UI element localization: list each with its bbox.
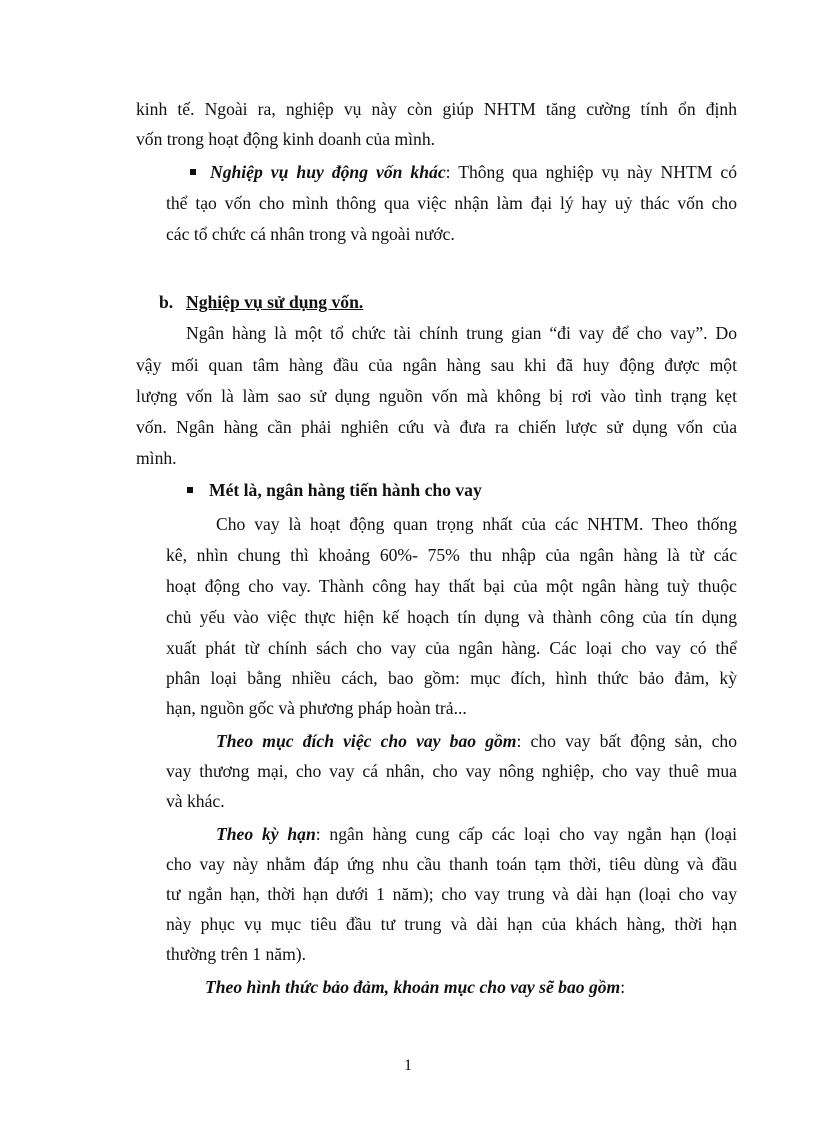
term-line-2: cho vay này nhằm đáp ứng nhu cầu thanh toán tạm thời, tiêu dùng và đầu <box>166 854 737 874</box>
bullet-icon <box>190 169 196 175</box>
bullet-icon <box>187 487 193 493</box>
term-rest: : ngân hàng cung cấp các loại cho vay ngắn hạn (loại <box>315 824 737 844</box>
section-b-title: Nghiệp vụ sử dụng vốn. <box>186 292 364 312</box>
term-line-3: tư ngắn hạn, thời hạn dưới 1 năm); cho vay trung và dài hạn (loại cho vay <box>166 884 737 904</box>
bank-line-2: vậy mối quan tâm hàng đầu của ngân hàng sau khi đã huy động được một <box>136 355 737 375</box>
term-line-1 <box>216 823 737 845</box>
bullet-other-line-2: thể tạo vốn cho mình thông qua việc nhận làm đại lý hay uỷ thác vốn cho <box>166 193 737 213</box>
loans-line-2: kê, nhìn chung thì khoảng 60%- 75% thu nhập của ngân hàng là từ các <box>166 545 737 565</box>
bank-line-1: Ngân hàng là một tổ chức tài chính trung gian “đi vay để cho vay”. Do <box>186 323 737 343</box>
purpose-line-2: vay thương mại, cho vay cá nhân, cho vay nông nghiệp, cho vay thuê mua <box>166 761 737 781</box>
bullet-first-label: Mét là, ngân hàng tiến hành cho vay <box>209 480 482 500</box>
intro-line-2: vốn trong hoạt động kinh doanh của mình. <box>136 129 436 149</box>
intro-line-1: kinh tế. Ngoài ra, nghiệp vụ này còn giúp NHTM tăng cường tính ổn định <box>136 99 737 119</box>
bullet-other-line-1 <box>210 161 737 183</box>
term-line-5: thường trên 1 năm). <box>166 944 307 964</box>
bank-line-3: lượng vốn là làm sao sử dụng nguồn vốn mà không bị rơi vào tình trạng kẹt <box>136 386 737 406</box>
loans-line-4: chủ yếu vào việc thực hiện kế hoạch tín dụng và thành công của tín dụng <box>166 607 737 627</box>
purpose-rest: : cho vay bất động sản, cho <box>516 731 737 751</box>
term-line-4: này phục vụ mục tiêu đầu tư trung và dài hạn của khách hàng, thời hạn <box>166 914 737 934</box>
term-term: Theo kỳ hạn <box>216 824 316 844</box>
bank-line-4: vốn. Ngân hàng cần phải nghiên cứu và đưa ra chiến lược sử dụng vốn của <box>136 417 737 437</box>
loans-line-3: hoạt động cho vay. Thành công hay thất bại của một ngân hàng tuỳ thuộc <box>166 576 737 596</box>
loans-line-1: Cho vay là hoạt động quan trọng nhất của các NHTM. Theo thống <box>216 514 737 534</box>
purpose-line-3: và khác. <box>166 791 225 811</box>
collateral-rest: : <box>620 977 626 997</box>
loans-line-6: phân loại bằng nhiều cách, bao gồm: mục đích, hình thức bảo đảm, kỳ <box>166 668 737 688</box>
bullet-other-line-3: các tổ chức cá nhân trong và ngoài nước. <box>166 224 455 244</box>
purpose-line-1 <box>216 730 737 752</box>
collateral-term: Theo hình thức bảo đảm, khoản mục cho vay sẽ bao gồm <box>205 977 621 997</box>
loans-line-5: xuất phát từ chính sách cho vay của ngân hàng. Các loại cho vay có thể <box>166 638 737 658</box>
loans-line-7: hạn, nguồn gốc và phương pháp hoàn trả... <box>166 698 467 718</box>
page-number: 1 <box>404 1057 412 1074</box>
bullet-other-rest: : Thông qua nghiệp vụ này NHTM có <box>445 162 737 182</box>
collateral-line <box>205 976 625 998</box>
bullet-other-term: Nghiệp vụ huy động vốn khác <box>210 162 446 182</box>
bank-line-5: mình. <box>136 448 177 468</box>
purpose-term: Theo mục đích việc cho vay bao gồm <box>216 731 517 751</box>
section-b-marker: b. <box>159 292 174 312</box>
